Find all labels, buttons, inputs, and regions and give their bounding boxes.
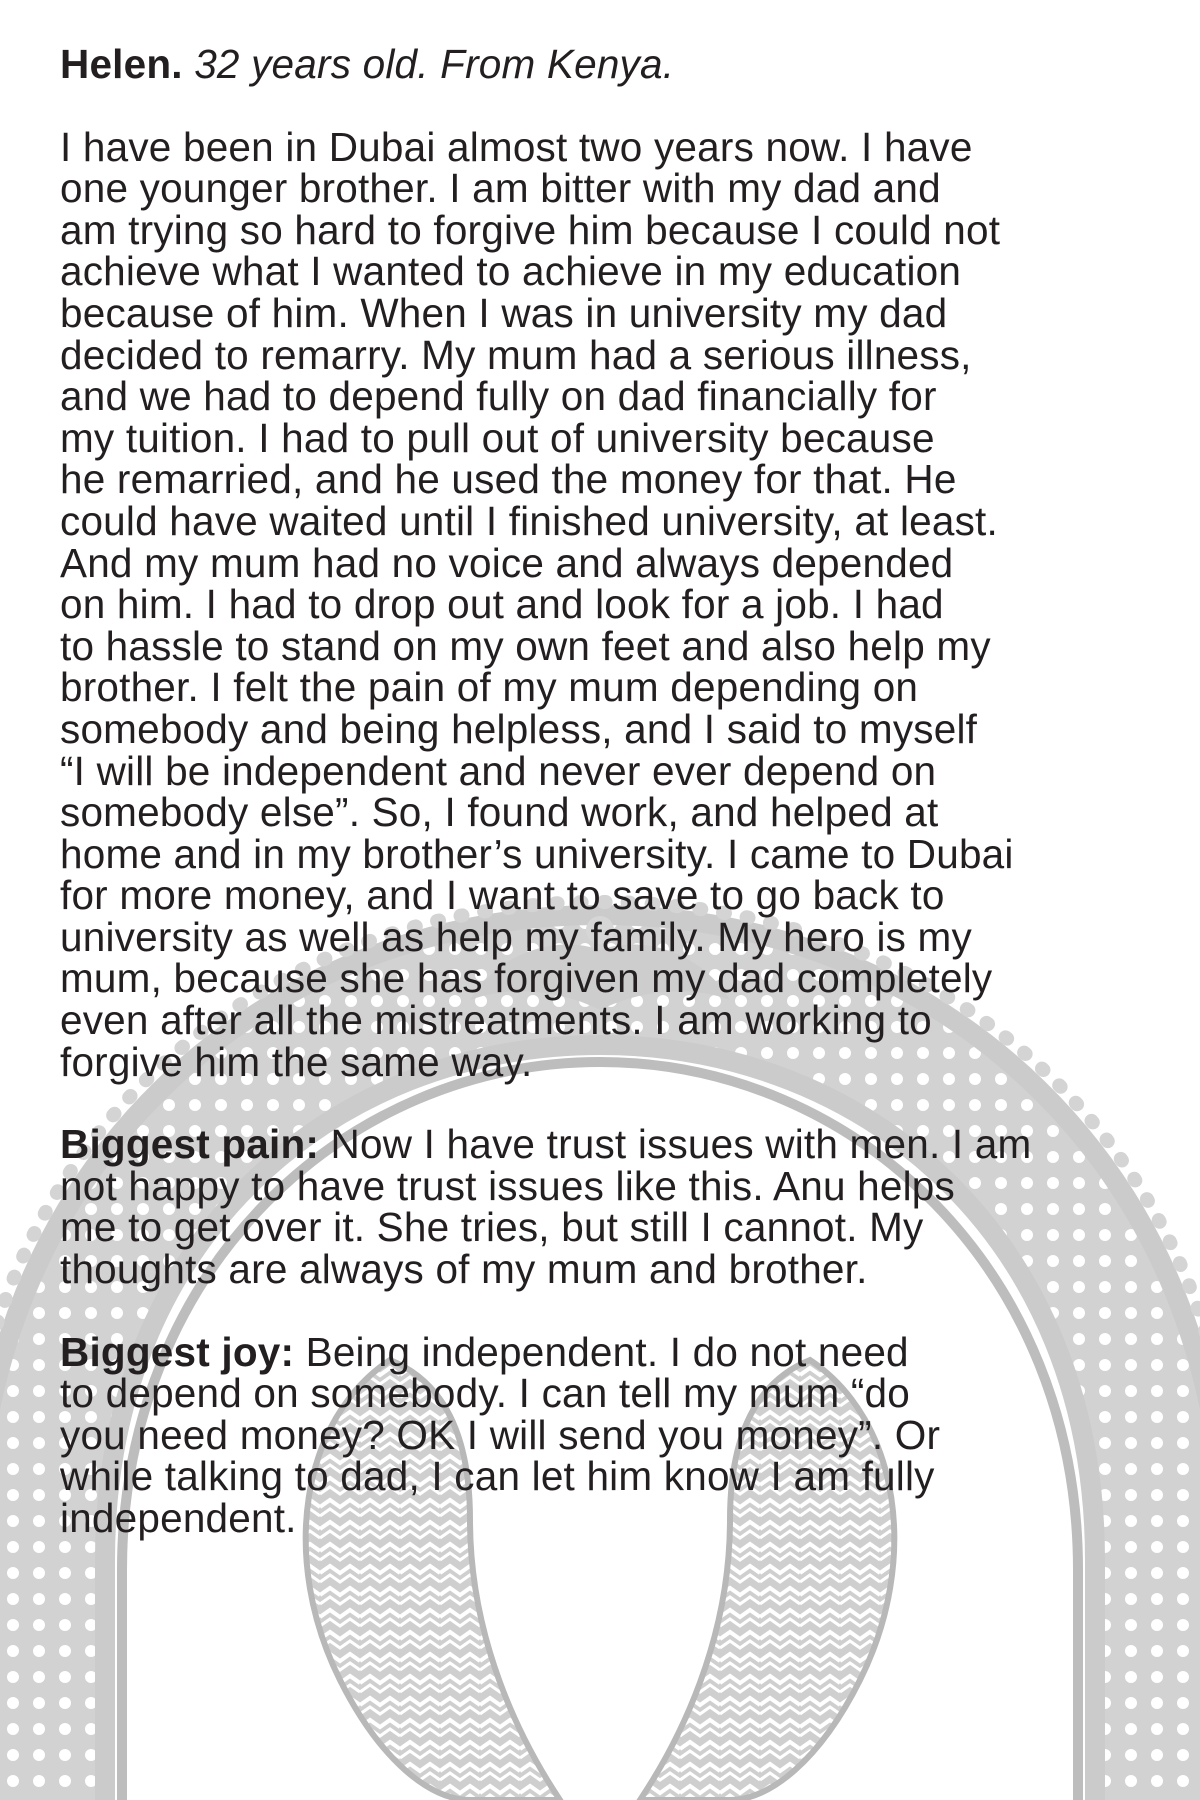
story-line: I have been in Dubai almost two years now. I have bbox=[60, 123, 973, 170]
pain-line: thoughts are always of my mum and brother. bbox=[60, 1246, 868, 1293]
story-line: to hassle to stand on my own feet and also help my bbox=[60, 622, 991, 669]
joy-line: independent. bbox=[60, 1495, 297, 1541]
story-line: and we had to depend fully on dad financially for bbox=[60, 373, 937, 420]
story-line: because of him. When I was in university my dad bbox=[60, 289, 948, 336]
story-paragraph bbox=[60, 123, 1150, 1085]
joy-label: Biggest joy: bbox=[60, 1328, 295, 1375]
profile-heading bbox=[60, 41, 1150, 87]
story-line: university as well as help my family. My hero is my bbox=[60, 913, 972, 960]
pain-line: not happy to have trust issues like this. Anu helps bbox=[60, 1162, 955, 1209]
joy-first-line bbox=[60, 1328, 1150, 1375]
story-line: “I will be independent and never ever depend on bbox=[60, 747, 937, 794]
joy-line: while talking to dad, I can let him know I am fully bbox=[60, 1453, 935, 1500]
person-name: Helen. bbox=[60, 41, 183, 87]
biggest-joy-section bbox=[60, 1328, 1150, 1541]
story-line: he remarried, and he used the money for that. He bbox=[60, 456, 957, 503]
story-text bbox=[60, 41, 1150, 1541]
story-line: mum, because she has forgiven my dad completely bbox=[60, 955, 993, 1002]
story-line: for more money, and I want to save to go back to bbox=[60, 872, 945, 919]
story-line: somebody and being helpless, and I said to myself bbox=[60, 705, 978, 752]
story-line: could have waited until I finished university, at least. bbox=[60, 497, 998, 544]
story-line: on him. I had to drop out and look for a job. I had bbox=[60, 581, 944, 628]
joy-text-start: Being independent. I do not need bbox=[294, 1328, 909, 1375]
pain-first-line bbox=[60, 1121, 1150, 1168]
biggest-pain-section bbox=[60, 1121, 1150, 1293]
story-line: decided to remarry. My mum had a serious illness, bbox=[60, 331, 972, 378]
story-line: am trying so hard to forgive him because I could not bbox=[60, 206, 1001, 253]
joy-line: to depend on somebody. I can tell my mum “do bbox=[60, 1370, 910, 1417]
joy-line: you need money? OK I will send you money”. Or bbox=[60, 1411, 941, 1458]
story-line: And my mum had no voice and always depended bbox=[60, 539, 954, 586]
pain-line: me to get over it. She tries, but still I cannot. My bbox=[60, 1204, 924, 1251]
story-line: forgive him the same way. bbox=[60, 1038, 533, 1085]
story-line: home and in my brother’s university. I came to Dubai bbox=[60, 830, 1014, 877]
story-line: brother. I felt the pain of my mum depending on bbox=[60, 664, 919, 711]
story-line: one younger brother. I am bitter with my dad and bbox=[60, 165, 941, 212]
story-line: somebody else”. So, I found work, and helped at bbox=[60, 789, 939, 836]
person-subtitle: 32 years old. From Kenya. bbox=[194, 41, 675, 87]
pain-label: Biggest pain: bbox=[60, 1121, 320, 1168]
story-line: even after all the mistreatments. I am working to bbox=[60, 997, 932, 1044]
story-line: my tuition. I had to pull out of university because bbox=[60, 414, 935, 461]
story-line: achieve what I wanted to achieve in my education bbox=[60, 248, 962, 295]
pain-text-start: Now I have trust issues with men. I am bbox=[319, 1121, 1032, 1168]
